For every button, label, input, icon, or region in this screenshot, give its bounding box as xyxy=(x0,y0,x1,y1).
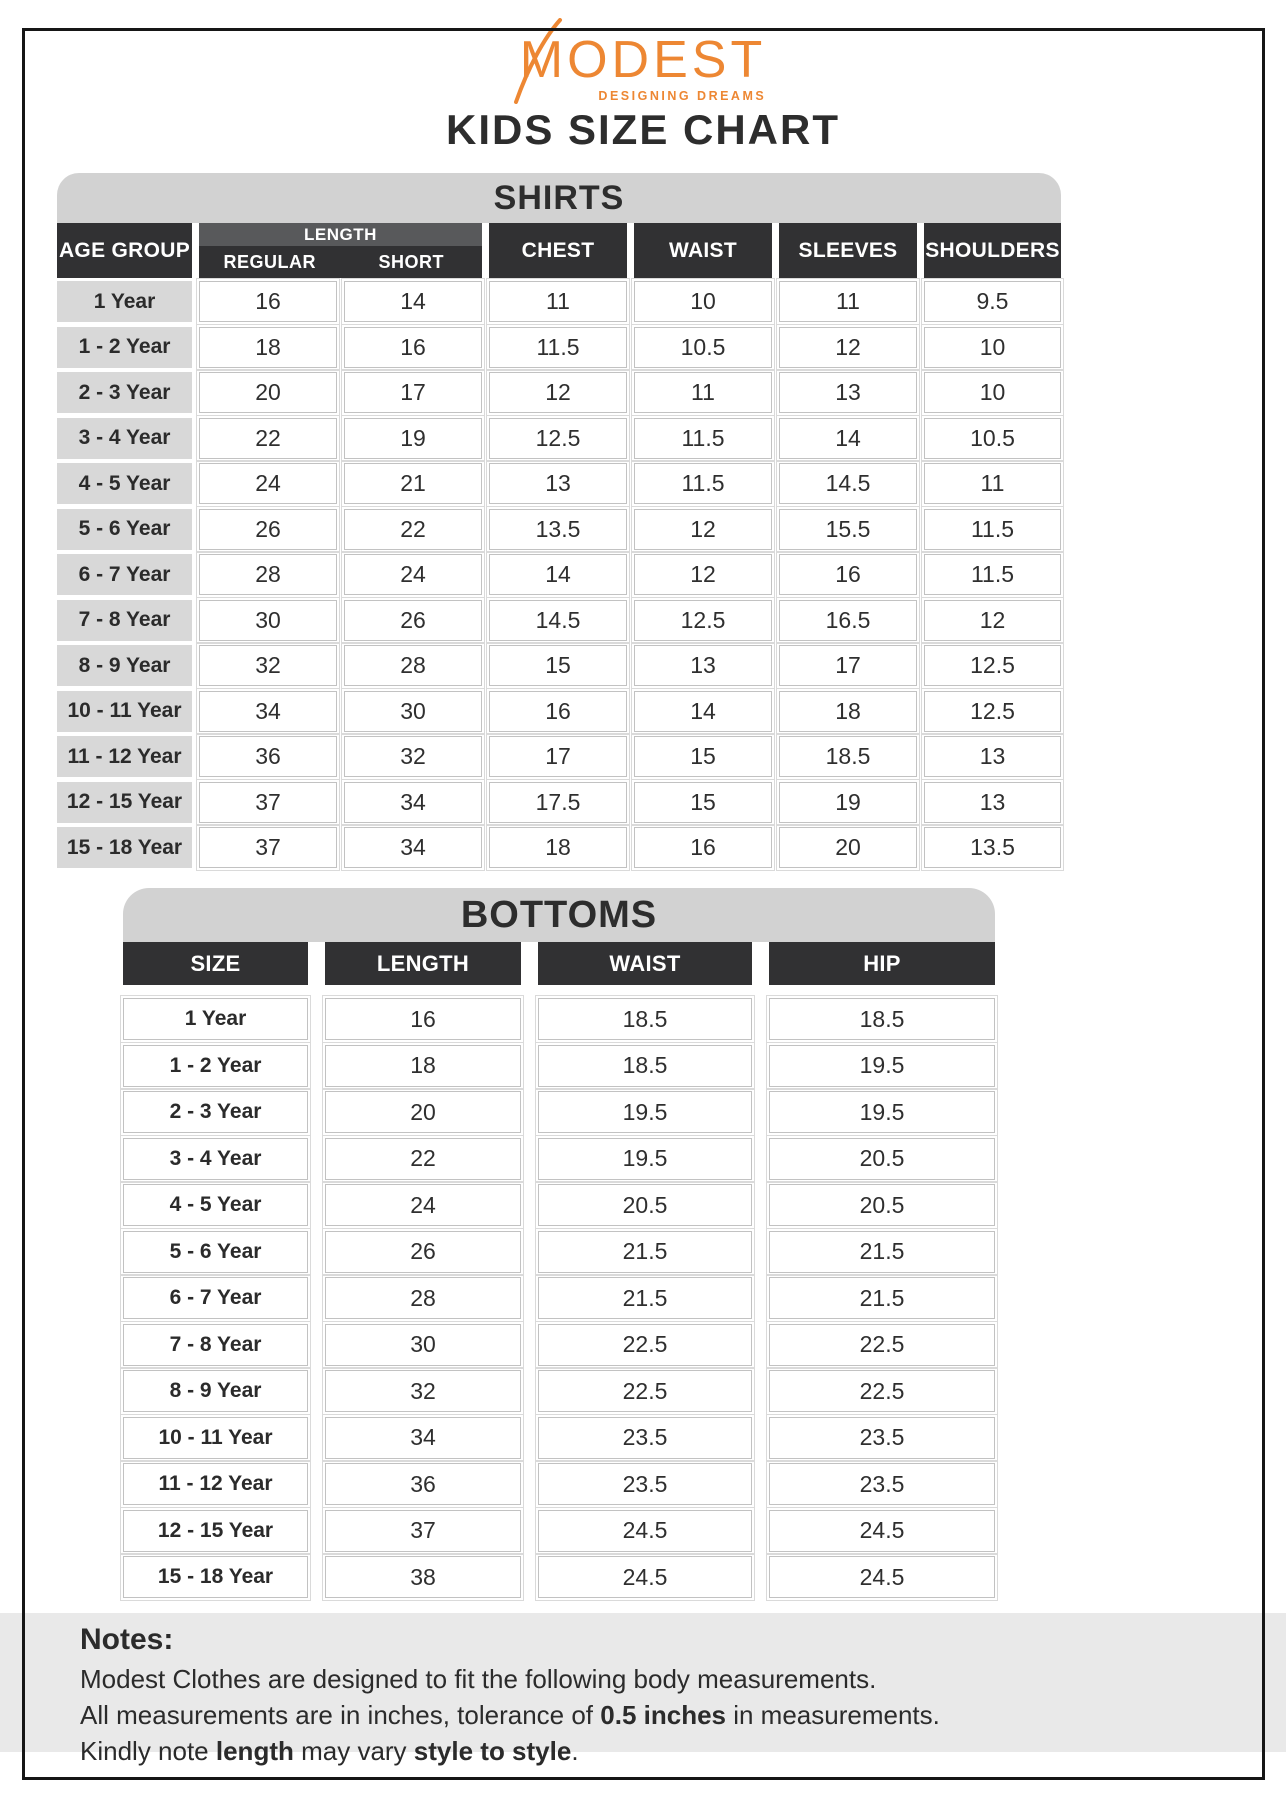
value-cell: 18.5 xyxy=(538,1045,752,1087)
value-cell: 10.5 xyxy=(924,418,1061,459)
logo-m-slash-icon xyxy=(510,18,564,104)
value-cell: 18.5 xyxy=(769,998,995,1040)
value-cell: 17 xyxy=(489,736,627,777)
value-cell: 10 xyxy=(924,327,1061,368)
value-cell: 34 xyxy=(199,691,337,732)
size-cell: 11 - 12 Year xyxy=(123,1463,308,1505)
shirts-table-body xyxy=(57,281,1061,868)
size-cell: 1 Year xyxy=(123,998,308,1040)
value-cell: 12.5 xyxy=(489,418,627,459)
value-cell: 18 xyxy=(489,827,627,868)
value-cell: 18 xyxy=(779,691,917,732)
notes-line-2-text: All measurements are in inches, tolerance of xyxy=(80,1700,601,1730)
value-cell: 24.5 xyxy=(769,1556,995,1598)
value-cell: 18.5 xyxy=(538,998,752,1040)
value-cell: 12 xyxy=(634,554,772,595)
notes-line-3-bold-length: length xyxy=(215,1736,294,1766)
value-cell: 19 xyxy=(779,782,917,823)
size-cell: 5 - 6 Year xyxy=(123,1231,308,1273)
size-cell: 4 - 5 Year xyxy=(123,1184,308,1226)
value-cell: 38 xyxy=(325,1556,521,1598)
value-cell: 9.5 xyxy=(924,281,1061,322)
value-cell: 37 xyxy=(199,782,337,823)
value-cell: 24 xyxy=(325,1184,521,1226)
size-cell: 8 - 9 Year xyxy=(123,1370,308,1412)
age-group-cell: 1 Year xyxy=(57,281,192,322)
value-cell: 18 xyxy=(325,1045,521,1087)
value-cell: 14.5 xyxy=(779,463,917,504)
size-cell: 15 - 18 Year xyxy=(123,1556,308,1598)
age-group-cell: 2 - 3 Year xyxy=(57,372,192,413)
value-cell: 36 xyxy=(199,736,337,777)
value-cell: 32 xyxy=(325,1370,521,1412)
notes-line-2 xyxy=(80,1697,1246,1733)
value-cell: 37 xyxy=(199,827,337,868)
value-cell: 26 xyxy=(325,1231,521,1273)
age-group-cell: 15 - 18 Year xyxy=(57,827,192,868)
value-cell: 24.5 xyxy=(538,1556,752,1598)
value-cell: 18.5 xyxy=(779,736,917,777)
value-cell: 16 xyxy=(344,327,482,368)
value-cell: 22.5 xyxy=(769,1370,995,1412)
notes-line-2-text-end: in measurements. xyxy=(726,1700,940,1730)
value-cell: 13 xyxy=(489,463,627,504)
value-cell: 13.5 xyxy=(489,509,627,550)
shirts-header-age-group: AGE GROUP xyxy=(57,223,192,278)
value-cell: 11.5 xyxy=(634,418,772,459)
value-cell: 21.5 xyxy=(538,1277,752,1319)
bottoms-header-waist: WAIST xyxy=(538,942,752,985)
value-cell: 16 xyxy=(325,998,521,1040)
shirts-section-title: SHIRTS xyxy=(493,178,625,217)
value-cell: 23.5 xyxy=(538,1417,752,1459)
value-cell: 20.5 xyxy=(769,1184,995,1226)
bottoms-header-size: SIZE xyxy=(123,942,308,985)
shirts-header-row xyxy=(57,223,1061,278)
notes-line-3-text-end: . xyxy=(571,1736,579,1766)
value-cell: 16 xyxy=(779,554,917,595)
value-cell: 11.5 xyxy=(634,463,772,504)
value-cell: 34 xyxy=(344,782,482,823)
age-group-cell: 7 - 8 Year xyxy=(57,600,192,641)
bottoms-header-row xyxy=(123,942,995,985)
age-group-cell: 6 - 7 Year xyxy=(57,554,192,595)
value-cell: 13.5 xyxy=(924,827,1061,868)
value-cell: 11.5 xyxy=(924,554,1061,595)
value-cell: 22 xyxy=(344,509,482,550)
shirts-header-short: SHORT xyxy=(378,251,444,272)
value-cell: 12.5 xyxy=(924,691,1061,732)
shirts-section-band xyxy=(57,173,1061,223)
value-cell: 13 xyxy=(779,372,917,413)
value-cell: 22.5 xyxy=(769,1324,995,1366)
value-cell: 34 xyxy=(344,827,482,868)
size-cell: 1 - 2 Year xyxy=(123,1045,308,1087)
value-cell: 20.5 xyxy=(538,1184,752,1226)
value-cell: 19.5 xyxy=(769,1045,995,1087)
shirts-header-length-sub xyxy=(199,246,482,278)
value-cell: 14 xyxy=(779,418,917,459)
value-cell: 26 xyxy=(344,600,482,641)
notes-line-3 xyxy=(80,1733,1246,1769)
value-cell: 20 xyxy=(199,372,337,413)
value-cell: 14 xyxy=(489,554,627,595)
value-cell: 15 xyxy=(489,645,627,686)
bottoms-section-title: BOTTOMS xyxy=(460,893,658,936)
notes-line-3-text: Kindly note xyxy=(80,1736,216,1766)
notes-title: Notes: xyxy=(80,1623,174,1656)
value-cell: 12 xyxy=(924,600,1061,641)
value-cell: 20 xyxy=(325,1091,521,1133)
value-cell: 14.5 xyxy=(489,600,627,641)
value-cell: 22 xyxy=(199,418,337,459)
notes-line-2-bold: 0.5 inches xyxy=(600,1700,726,1730)
value-cell: 15 xyxy=(634,736,772,777)
value-cell: 12.5 xyxy=(924,645,1061,686)
notes-line-3-bold-style: style to style xyxy=(413,1736,572,1766)
value-cell: 23.5 xyxy=(538,1463,752,1505)
value-cell: 11.5 xyxy=(924,509,1061,550)
age-group-cell: 1 - 2 Year xyxy=(57,327,192,368)
value-cell: 23.5 xyxy=(769,1463,995,1505)
notes-line-3-text-mid: may vary xyxy=(293,1736,414,1766)
value-cell: 10.5 xyxy=(634,327,772,368)
value-cell: 14 xyxy=(634,691,772,732)
size-cell: 7 - 8 Year xyxy=(123,1324,308,1366)
value-cell: 19.5 xyxy=(538,1138,752,1180)
value-cell: 24.5 xyxy=(769,1510,995,1552)
value-cell: 28 xyxy=(344,645,482,686)
value-cell: 16 xyxy=(634,827,772,868)
shirts-header-waist: WAIST xyxy=(634,223,772,278)
bottoms-header-length: LENGTH xyxy=(325,942,521,985)
shirts-header-sleeves: SLEEVES xyxy=(779,223,917,278)
brand-tagline: DESIGNING DREAMS xyxy=(598,89,767,103)
notes-panel xyxy=(0,1613,1286,1766)
bottoms-header-hip: HIP xyxy=(769,942,995,985)
value-cell: 22 xyxy=(325,1138,521,1180)
value-cell: 10 xyxy=(634,281,772,322)
value-cell: 34 xyxy=(325,1417,521,1459)
value-cell: 21 xyxy=(344,463,482,504)
bottoms-section-band xyxy=(123,888,995,942)
age-group-cell: 11 - 12 Year xyxy=(57,736,192,777)
value-cell: 17 xyxy=(779,645,917,686)
size-cell: 2 - 3 Year xyxy=(123,1091,308,1133)
value-cell: 12 xyxy=(779,327,917,368)
value-cell: 15 xyxy=(634,782,772,823)
value-cell: 24.5 xyxy=(538,1510,752,1552)
value-cell: 15.5 xyxy=(779,509,917,550)
value-cell: 19 xyxy=(344,418,482,459)
age-group-cell: 4 - 5 Year xyxy=(57,463,192,504)
value-cell: 13 xyxy=(924,782,1061,823)
value-cell: 13 xyxy=(924,736,1061,777)
size-cell: 3 - 4 Year xyxy=(123,1138,308,1180)
value-cell: 32 xyxy=(199,645,337,686)
value-cell: 30 xyxy=(199,600,337,641)
value-cell: 30 xyxy=(344,691,482,732)
shirts-header-length: LENGTH xyxy=(199,223,482,246)
value-cell: 11.5 xyxy=(489,327,627,368)
value-cell: 24 xyxy=(344,554,482,595)
value-cell: 10 xyxy=(924,372,1061,413)
age-group-cell: 12 - 15 Year xyxy=(57,782,192,823)
value-cell: 22.5 xyxy=(538,1370,752,1412)
value-cell: 21.5 xyxy=(769,1231,995,1273)
value-cell: 21.5 xyxy=(538,1231,752,1273)
shirts-header-chest: CHEST xyxy=(489,223,627,278)
shirts-header-length-group xyxy=(199,223,482,278)
notes-line-1: Modest Clothes are designed to fit the following body measurements. xyxy=(80,1664,877,1694)
size-cell: 12 - 15 Year xyxy=(123,1510,308,1552)
value-cell: 26 xyxy=(199,509,337,550)
value-cell: 16 xyxy=(199,281,337,322)
value-cell: 17 xyxy=(344,372,482,413)
value-cell: 17.5 xyxy=(489,782,627,823)
size-cell: 6 - 7 Year xyxy=(123,1277,308,1319)
value-cell: 12 xyxy=(489,372,627,413)
shirts-header-regular: REGULAR xyxy=(223,251,316,272)
shirts-header-shoulders: SHOULDERS xyxy=(924,223,1061,278)
value-cell: 23.5 xyxy=(769,1417,995,1459)
age-group-cell: 10 - 11 Year xyxy=(57,691,192,732)
value-cell: 20.5 xyxy=(769,1138,995,1180)
value-cell: 36 xyxy=(325,1463,521,1505)
value-cell: 11 xyxy=(634,372,772,413)
brand-name: MODEST xyxy=(519,31,767,89)
value-cell: 20 xyxy=(779,827,917,868)
value-cell: 19.5 xyxy=(538,1091,752,1133)
value-cell: 16.5 xyxy=(779,600,917,641)
value-cell: 11 xyxy=(779,281,917,322)
value-cell: 12.5 xyxy=(634,600,772,641)
value-cell: 37 xyxy=(325,1510,521,1552)
value-cell: 24 xyxy=(199,463,337,504)
value-cell: 22.5 xyxy=(538,1324,752,1366)
value-cell: 11 xyxy=(489,281,627,322)
value-cell: 12 xyxy=(634,509,772,550)
value-cell: 16 xyxy=(489,691,627,732)
page-title: KIDS SIZE CHART xyxy=(445,106,840,153)
value-cell: 30 xyxy=(325,1324,521,1366)
brand-logo xyxy=(0,31,1286,105)
value-cell: 21.5 xyxy=(769,1277,995,1319)
bottoms-table-body xyxy=(123,998,995,1598)
age-group-cell: 3 - 4 Year xyxy=(57,418,192,459)
value-cell: 11 xyxy=(924,463,1061,504)
age-group-cell: 8 - 9 Year xyxy=(57,645,192,686)
value-cell: 19.5 xyxy=(769,1091,995,1133)
value-cell: 28 xyxy=(325,1277,521,1319)
value-cell: 13 xyxy=(634,645,772,686)
value-cell: 28 xyxy=(199,554,337,595)
value-cell: 14 xyxy=(344,281,482,322)
size-cell: 10 - 11 Year xyxy=(123,1417,308,1459)
value-cell: 32 xyxy=(344,736,482,777)
age-group-cell: 5 - 6 Year xyxy=(57,509,192,550)
value-cell: 18 xyxy=(199,327,337,368)
